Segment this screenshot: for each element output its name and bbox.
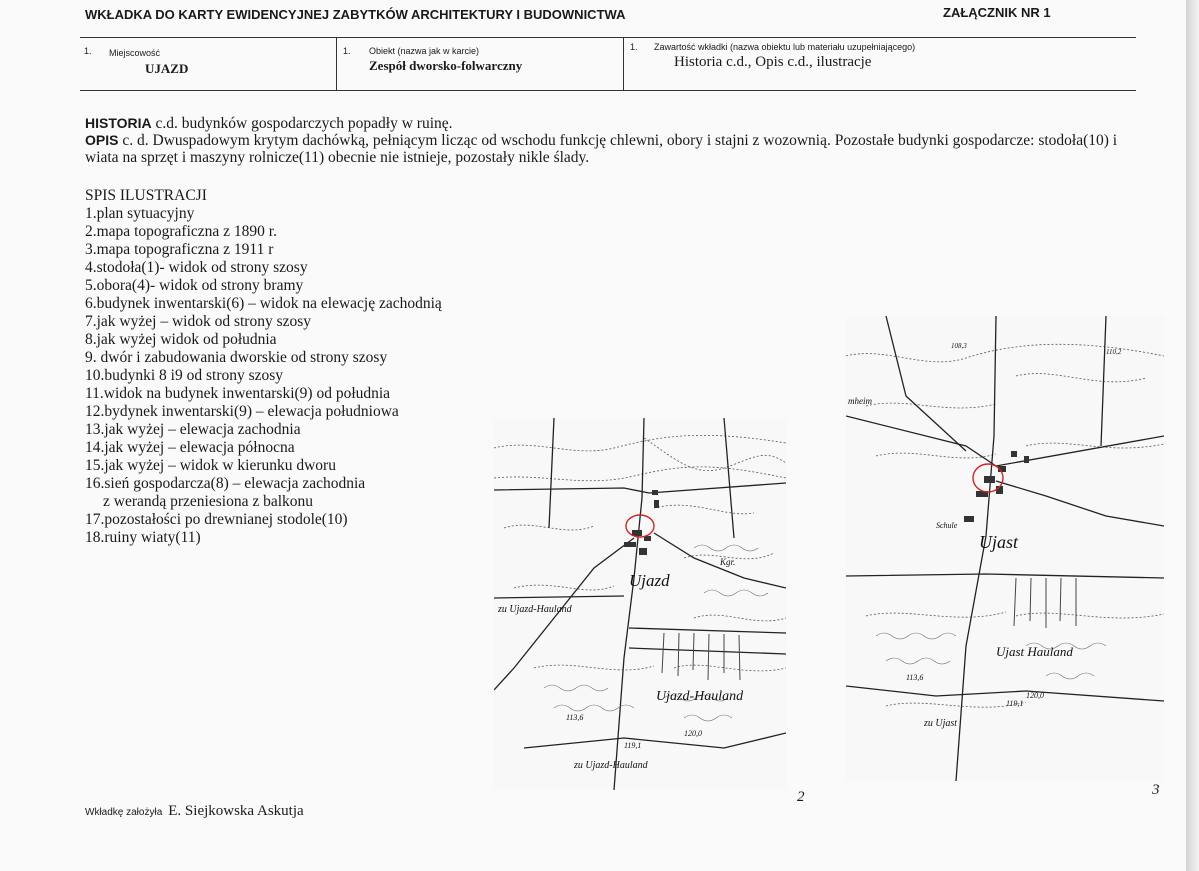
list-item: 9. dwór i zabudowania dworskie od strony szosy xyxy=(85,349,388,366)
list-item: 4.stodoła(1)- widok od strony szosy xyxy=(85,259,308,276)
field-divider xyxy=(623,37,624,90)
map-number: 2 xyxy=(797,789,805,805)
field-value: Historia c.d., Opis c.d., ilustracje xyxy=(674,54,872,70)
field-number: 1. xyxy=(343,46,351,56)
list-item: 6.budynek inwentarski(6) – widok na elewację zachodnią xyxy=(85,295,442,312)
header-bottom-rule xyxy=(80,90,1136,91)
list-item: 15.jak wyżej – widok w kierunku dworu xyxy=(85,457,336,474)
list-item: 3.mapa topograficzna z 1911 r xyxy=(85,241,274,258)
list-item: 14.jak wyżej – elewacja północna xyxy=(85,439,295,456)
opis-keyword: OPIS xyxy=(85,132,119,148)
opis-text: c. d. Dwuspadowym krytym dachówką, pełniącym licząc od wschodu funkcję chlewni, obory i stajni z wozownią. Pozostałe budynki gospodarcze: stodoła(10) i wiata na sprzęt i maszyny rolnicze(11) obecnie nie istnieje, pozostały nikle ślady. xyxy=(85,132,1118,166)
list-item: 8.jak wyżej widok od południa xyxy=(85,331,277,348)
map-label: zu Ujazd-Hauland xyxy=(498,604,572,615)
description-text xyxy=(85,115,1145,166)
field-label: Miejscowość xyxy=(109,48,161,58)
list-item: 12.bydynek inwentarski(9) – elewacja południowa xyxy=(85,403,399,420)
map-label: 113,6 xyxy=(906,673,924,682)
map-label: 119,1 xyxy=(1006,699,1024,708)
map-label: zu Ujast xyxy=(924,718,958,729)
document-footer xyxy=(85,803,304,820)
topographic-map-1911 xyxy=(846,316,1164,781)
list-item: 10.budynki 8 i9 od strony szosy xyxy=(85,367,284,384)
historia-text: c.d. budynków gospodarczych popadły w ruinę. xyxy=(151,115,453,132)
field-value: Zespół dworsko-folwarczny xyxy=(369,58,523,73)
historia-keyword: HISTORIA xyxy=(85,115,152,131)
list-item: 7.jak wyżej – widok od strony szosy xyxy=(85,313,312,330)
list-item: 18.ruiny wiaty(11) xyxy=(85,529,201,546)
list-item: 2.mapa topograficzna z 1890 r. xyxy=(85,223,277,240)
map-label: 108,3 xyxy=(951,342,967,350)
annex-number: ZAŁĄCZNIK NR 1 xyxy=(943,5,1051,20)
list-item: 11.widok na budynek inwentarski(9) od południa xyxy=(85,385,391,402)
map-label: 119,1 xyxy=(624,741,642,750)
map-label: 120,0 xyxy=(1026,691,1044,700)
map-label: Ujazd-Hauland xyxy=(656,689,744,704)
topographic-map-1890 xyxy=(494,418,786,790)
opis-paragraph xyxy=(85,132,1145,166)
header-top-rule xyxy=(80,37,1136,38)
field-label: Zawartość wkładki (nazwa obiektu lub materiału uzupełniającego) xyxy=(654,42,916,52)
map-label: 113,6 xyxy=(566,713,584,722)
field-number: 1. xyxy=(84,46,92,56)
list-item: 13.jak wyżej – elewacja zachodnia xyxy=(85,421,301,438)
map-label: mheim xyxy=(848,396,872,406)
list-item: 5.obora(4)- widok od strony bramy xyxy=(85,277,304,294)
document-title: WKŁADKA DO KARTY EWIDENCYJNEJ ZABYTKÓW ARCHITEKTURY I BUDOWNICTWA xyxy=(85,7,626,22)
field-divider xyxy=(336,37,337,90)
map-label: Ujast xyxy=(979,532,1019,552)
illustration-list xyxy=(85,187,442,547)
list-item-continuation: z werandą przeniesiona z balkonu xyxy=(103,493,314,510)
list-item: 17.pozostałości po drewnianej stodole(10) xyxy=(85,511,348,528)
list-item: 1.plan sytuacyjny xyxy=(85,205,195,222)
scan-edge xyxy=(1186,0,1199,871)
illustration-heading: SPIS ILUSTRACJI xyxy=(85,187,207,204)
field-number: 1. xyxy=(630,42,638,52)
map-label: Ujast Hauland xyxy=(996,644,1073,659)
map-number: 3 xyxy=(1152,782,1160,798)
map-label: Ujazd xyxy=(629,571,670,590)
historia-paragraph xyxy=(85,115,1145,132)
list-item: 16.sień gospodarcza(8) – elewacja zachodnia xyxy=(85,475,366,492)
footer-label: Wkładkę założyła xyxy=(85,807,163,818)
field-label: Obiekt (nazwa jak w karcie) xyxy=(369,46,480,56)
map-label: 120,0 xyxy=(684,729,702,738)
footer-author: E. Siejkowska Askutja xyxy=(168,803,304,819)
map-label: Kgr. xyxy=(720,557,736,567)
map-label: Schule xyxy=(936,521,958,530)
map-label: zu Ujazd-Hauland xyxy=(574,760,648,771)
field-value: UJAZD xyxy=(145,61,189,76)
map-label: 110,2 xyxy=(1106,348,1122,356)
